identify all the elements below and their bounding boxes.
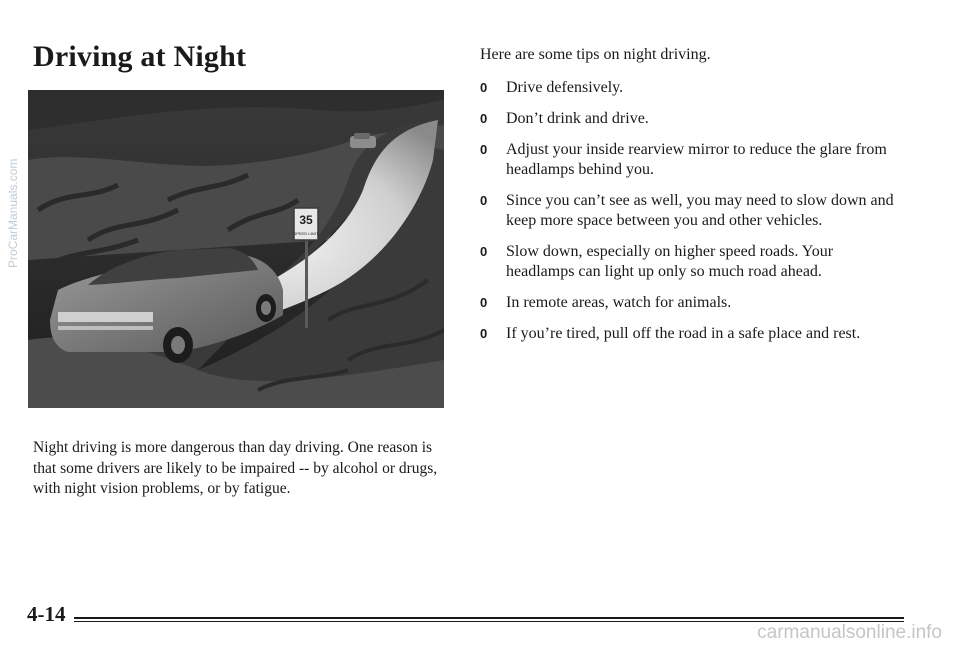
list-item xyxy=(480,293,900,313)
page-title: Driving at Night xyxy=(33,40,247,73)
list-item xyxy=(480,191,900,231)
bullet-icon: 0 xyxy=(480,244,488,259)
list-item xyxy=(480,324,900,344)
bullet-icon: 0 xyxy=(480,111,488,126)
tip-text: Since you can’t see as well, you may need to slow down and keep more space between you and other vehicles. xyxy=(506,192,894,229)
bullet-icon: 0 xyxy=(480,193,488,208)
bullet-icon: 0 xyxy=(480,80,488,95)
bullet-icon: 0 xyxy=(480,142,488,157)
tip-text: Adjust your inside rearview mirror to reduce the glare from headlamps behind you. xyxy=(506,141,887,178)
page-number: 4-14 xyxy=(27,602,66,626)
night-driving-illustration xyxy=(28,90,444,408)
tips-list xyxy=(480,78,900,355)
tips-lead: Here are some tips on night driving. xyxy=(480,46,711,63)
side-watermark: ProCarManuals.com xyxy=(6,158,20,268)
car-on-night-road-illustration xyxy=(28,90,444,408)
bullet-icon: 0 xyxy=(480,295,488,310)
tip-text: If you’re tired, pull off the road in a safe place and rest. xyxy=(506,325,861,342)
tip-text: Slow down, especially on higher speed roads. Your headlamps can light up only so much road ahead. xyxy=(506,243,834,280)
sign-speed-text: 35 xyxy=(299,213,313,227)
list-item xyxy=(480,109,900,129)
intro-paragraph: Night driving is more dangerous than day driving. One reason is that some drivers are likely to be impaired -- by alcohol or drugs, with night vision problems, or by fatigue. xyxy=(33,439,438,497)
list-item xyxy=(480,78,900,98)
tip-text: In remote areas, watch for animals. xyxy=(506,294,732,311)
footer-rule xyxy=(74,617,904,619)
list-item xyxy=(480,242,900,282)
tip-text: Drive defensively. xyxy=(506,79,624,96)
sign-sub-text: SPEED LIMIT xyxy=(293,231,319,236)
bottom-watermark: carmanualsonline.info xyxy=(757,622,942,643)
list-item xyxy=(480,140,900,180)
tip-text: Don’t drink and drive. xyxy=(506,110,649,127)
bullet-icon: 0 xyxy=(480,326,488,341)
